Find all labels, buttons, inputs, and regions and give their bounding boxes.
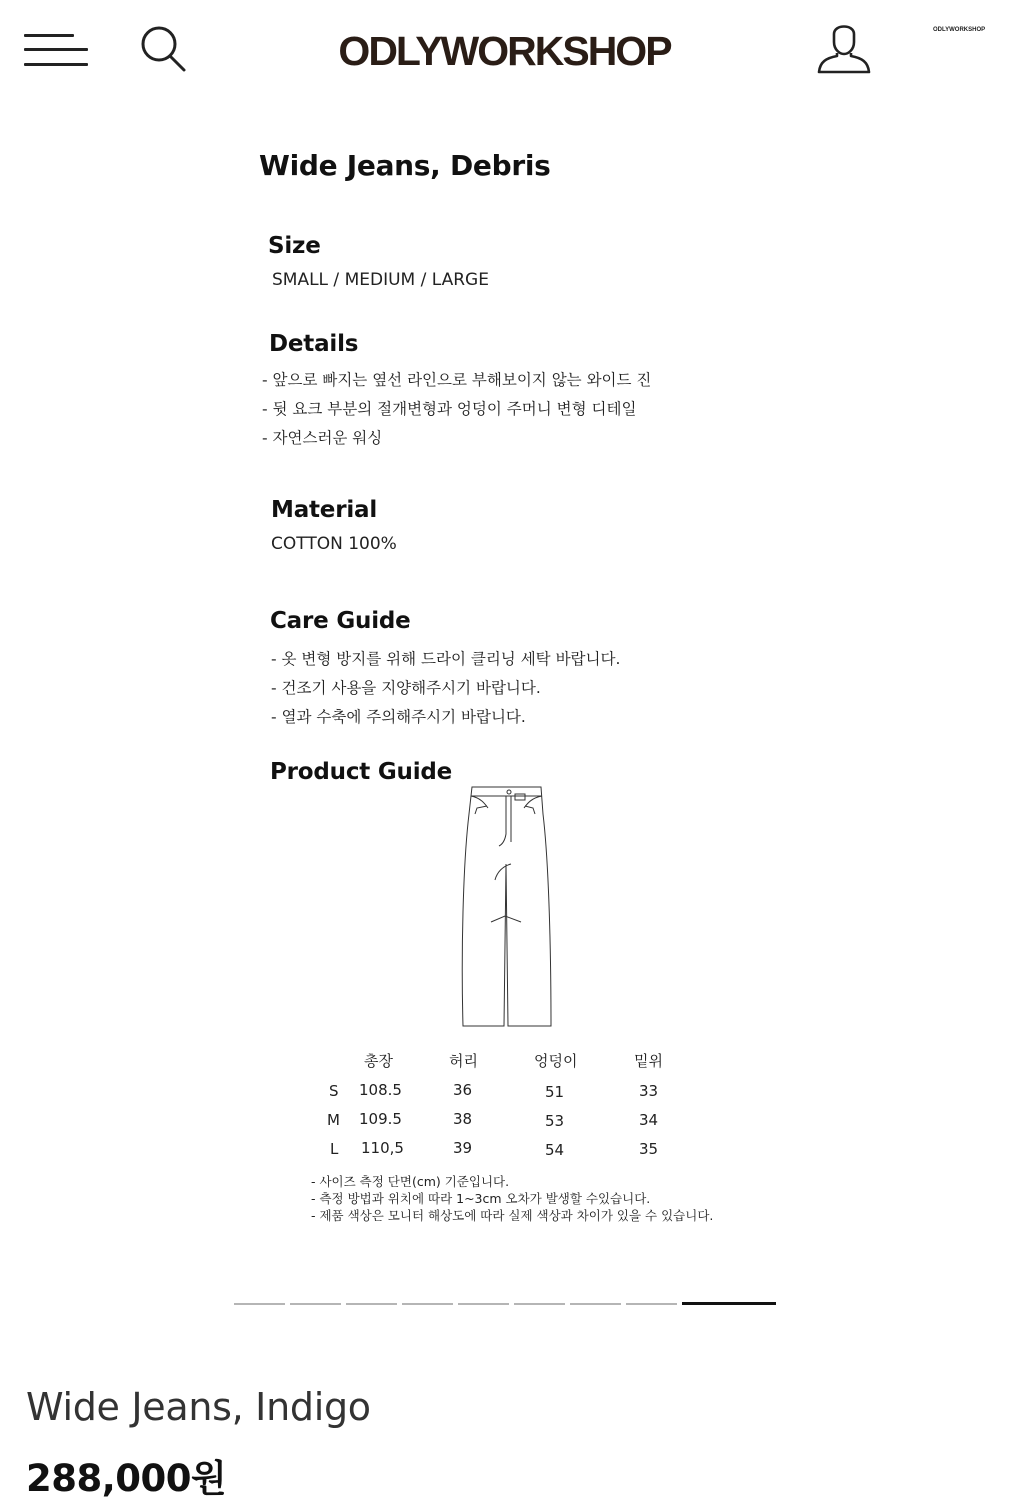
image-carousel-pager[interactable] — [234, 1302, 776, 1306]
size-heading: Size — [268, 233, 321, 259]
table-cell: 53 — [545, 1112, 565, 1130]
table-row-size: M — [327, 1111, 340, 1129]
guide-note: - 측정 방법과 위치에 따라 1~3cm 오차가 발생할 수있습니다. — [311, 1191, 651, 1206]
table-cell: 36 — [453, 1081, 473, 1099]
table-cell: 38 — [453, 1110, 473, 1128]
pager-dot[interactable] — [514, 1303, 565, 1305]
material-value: COTTON 100% — [271, 534, 397, 554]
user-icon[interactable] — [814, 20, 874, 76]
table-header: 총장 — [364, 1052, 393, 1070]
pager-dot[interactable] — [402, 1303, 453, 1305]
pager-dot[interactable] — [626, 1303, 677, 1305]
table-cell: 54 — [545, 1141, 565, 1159]
product-price: 288,000원 — [26, 1457, 227, 1500]
pager-dot-active[interactable] — [682, 1302, 776, 1305]
care-item: - 건조기 사용을 지양해주시기 바랍니다. — [271, 679, 541, 697]
care-item: - 열과 수축에 주의해주시기 바랍니다. — [271, 708, 526, 726]
details-item: - 앞으로 빠지는 옆선 라인으로 부해보이지 않는 와이드 진 — [262, 371, 652, 389]
guide-note: - 사이즈 측정 단면(cm) 기준입니다. — [311, 1174, 510, 1189]
pager-dot[interactable] — [570, 1303, 621, 1305]
pager-dot[interactable] — [458, 1303, 509, 1305]
detail-product-name: Wide Jeans, Debris — [259, 149, 551, 182]
product-guide-heading: Product Guide — [270, 759, 453, 785]
details-item: - 뒷 요크 부분의 절개변형과 엉덩이 주머니 변형 디테일 — [262, 400, 637, 418]
details-item: - 자연스러운 워싱 — [262, 429, 383, 447]
pager-dot[interactable] — [346, 1303, 397, 1305]
table-row-size: S — [329, 1082, 339, 1100]
material-heading: Material — [271, 497, 378, 523]
jeans-illustration — [455, 784, 555, 1032]
pager-dot[interactable] — [290, 1303, 341, 1305]
care-item: - 옷 변형 방지를 위해 드라이 클리닝 세탁 바랍니다. — [271, 650, 621, 668]
table-header: 엉덩이 — [534, 1052, 578, 1070]
table-cell: 34 — [639, 1111, 659, 1129]
table-cell: 110,5 — [361, 1139, 404, 1157]
product-title: Wide Jeans, Indigo — [26, 1385, 371, 1429]
details-heading: Details — [269, 331, 359, 357]
guide-note: - 제품 색상은 모니터 해상도에 따라 실제 색상과 차이가 있을 수 있습니다. — [311, 1208, 714, 1223]
mini-brand-logo: ODLYWORKSHOP — [933, 27, 986, 33]
table-cell: 108.5 — [359, 1081, 402, 1099]
table-cell: 33 — [639, 1082, 659, 1100]
table-cell: 109.5 — [359, 1110, 402, 1128]
table-header: 허리 — [449, 1052, 478, 1070]
care-heading: Care Guide — [270, 608, 411, 634]
brand-logo[interactable]: ODLYWORKSHOP — [338, 28, 671, 74]
table-cell: 35 — [639, 1140, 659, 1158]
table-row-size: L — [330, 1140, 339, 1158]
table-header: 밑위 — [634, 1052, 663, 1070]
pager-dot[interactable] — [234, 1303, 285, 1305]
table-cell: 51 — [545, 1083, 565, 1101]
table-cell: 39 — [453, 1139, 473, 1157]
size-value: SMALL / MEDIUM / LARGE — [272, 270, 489, 290]
